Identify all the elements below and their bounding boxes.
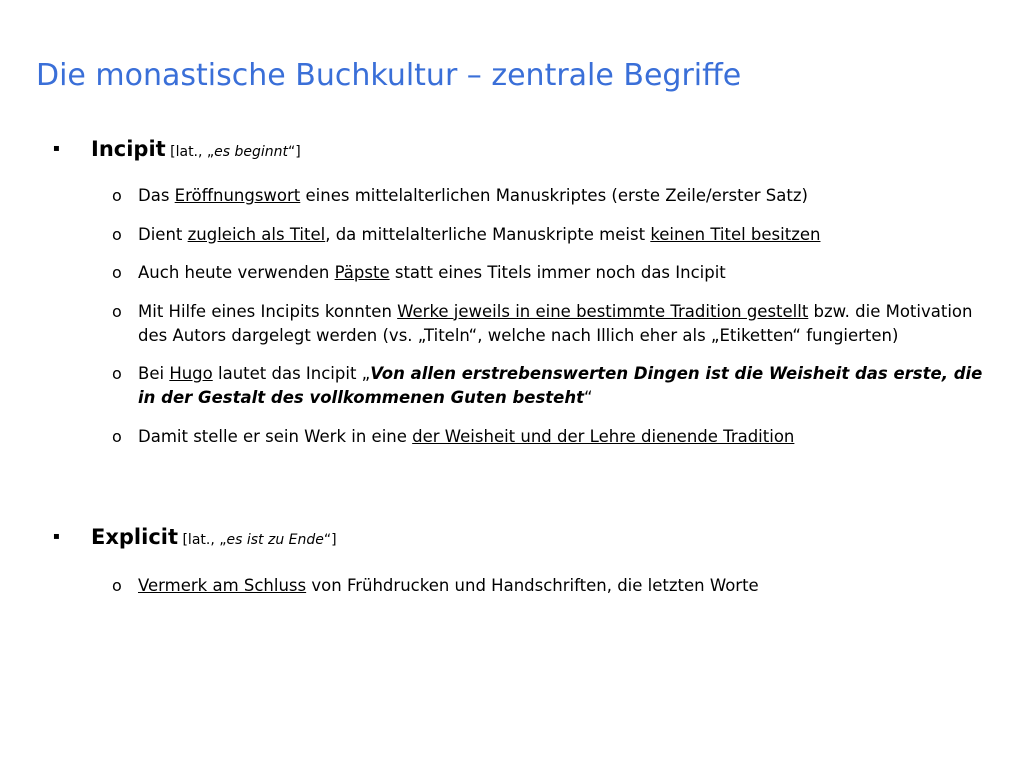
circle-bullet-icon: o (112, 301, 122, 321)
incipit-term: Incipit (91, 137, 166, 161)
explicit-heading (0, 522, 1024, 552)
explicit-section (0, 522, 1024, 613)
incipit-list (0, 184, 1024, 449)
square-bullet-icon: ▪ (53, 531, 60, 542)
incipit-note: [lat., „es beginnt“] (165, 144, 301, 160)
explicit-term: Explicit (91, 525, 179, 549)
explicit-note: [lat., „es ist zu Ende“] (178, 532, 337, 548)
list-item: o Bei Hugo lautet das Incipit „Von allen erstrebenswerten Dingen ist die Weisheit das erste, die in der Gestalt des vollkommenen Guten besteht“ (112, 364, 983, 407)
list-item: o Damit stelle er sein Werk in eine der Weisheit und der Lehre dienende Tradition (0, 425, 1024, 449)
list-item: o Dient zugleich als Titel, da mittelalterliche Manuskripte meist keinen Titel besitzen (0, 223, 1024, 247)
slide-title: Die monastische Buchkultur – zentrale Begriffe (36, 58, 742, 93)
list-item: o Das Eröffnungswort eines mittelalterlichen Manuskriptes (erste Zeile/erster Satz) (0, 184, 1024, 208)
incipit-heading (0, 134, 1024, 164)
square-bullet-icon: ▪ (53, 143, 60, 154)
incipit-section (0, 134, 1024, 463)
circle-bullet-icon: o (112, 426, 122, 446)
circle-bullet-icon: o (112, 364, 122, 383)
explicit-list (0, 574, 1024, 598)
circle-bullet-icon: o (112, 224, 122, 244)
list-item: o Vermerk am Schluss von Frühdrucken und Handschriften, die letzten Worte (0, 574, 1024, 598)
circle-bullet-icon: o (112, 186, 122, 205)
circle-bullet-icon: o (112, 576, 122, 595)
list-item: o Mit Hilfe eines Incipits konnten Werke jeweils in eine bestimmte Tradition gestellt bzw. die Motivation des Autors dargelegt werden (vs. „Titeln“, welche nach Illich eher als „Etiketten“ fungierten) (112, 301, 973, 345)
circle-bullet-icon: o (112, 263, 122, 282)
list-item: o Auch heute verwenden Päpste statt eines Titels immer noch das Incipit (0, 261, 1024, 285)
